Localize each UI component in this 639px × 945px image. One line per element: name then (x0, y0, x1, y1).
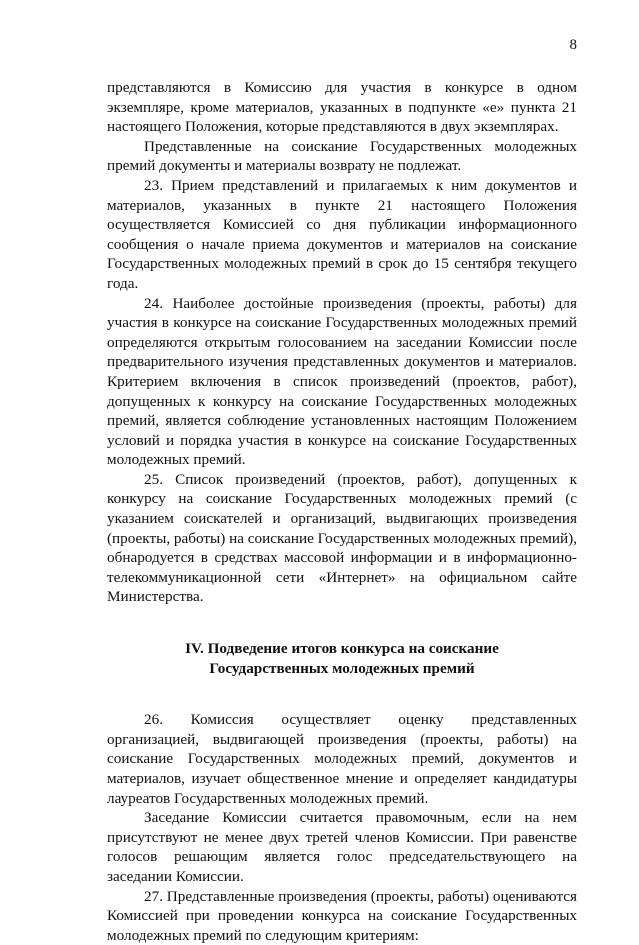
section-heading (107, 639, 577, 678)
paragraph-item-27: 27. Представленные произведения (проекты, работы) оцениваются Комиссией при проведении конкурса на соискание Государственных молодежных премий по следующим критериям: (107, 887, 577, 944)
document-body (107, 78, 577, 945)
paragraph-item-23: 23. Прием представлений и прилагаемых к ним документов и материалов, указанных в пункте 21 настоящего Положения осуществляется Комиссией со дня публикации информационного сообщения о начале приема документов и материалов на соискание Государственных молодежных премий в срок до 15 сентября текущего года. (107, 176, 577, 292)
page-number: 8 (569, 37, 577, 53)
section-heading-line-2: Государственных молодежных премий (209, 659, 475, 677)
paragraph: Заседание Комиссии считается правомочным, если на нем присутствуют не менее двух третей членов Комиссии. При равенстве голосов решающим является голос председательствующего на заседании Комиссии. (107, 809, 577, 885)
paragraph-item-25: 25. Список произведений (проектов, работ), допущенных к конкурсу на соискание Государственных молодежных премий (с указанием соискателей и организаций, выдвигающих произведения (проекты, работы) на соискание Государственных молодежных премий), обнародуется в средствах массовой информации и в информационно-телекоммуникационной сети «Интернет» на официальном сайте Министерства. (107, 470, 577, 606)
paragraph: Представленные на соискание Государственных молодежных премий документы и материалы возврату не подлежат. (107, 137, 577, 175)
paragraph-continuation: представляются в Комиссию для участия в конкурсе в одном экземпляре, кроме материалов, указанных в подпункте «е» пункта 21 настоящего Положения, которые представляются в двух экземплярах. (107, 79, 577, 136)
paragraph-item-26: 26. Комиссия осуществляет оценку представленных организацией, выдвигающей произведения (проекты, работы) на соискание Государственных молодежных премий, документов и материалов, изучает общественное мнение и определяет кандидатуры лауреатов Государственных молодежных премий. (107, 711, 577, 807)
section-heading-line-1: IV. Подведение итогов конкурса на соискание (185, 640, 499, 658)
paragraph-item-24: 24. Наиболее достойные произведения (проекты, работы) для участия в конкурсе на соискание Государственных молодежных премий определяются открытым голосованием на заседании Комиссии после предварительного изучения представленных документов и материалов. Критерием включения в список произведений (проектов, работ), допущенных к конкурсу на соискание Государственных молодежных премий, является соблюдение установленных настоящим Положением условий и порядка участия в конкурсе на соискание Государственных молодежных премий. (107, 294, 577, 469)
